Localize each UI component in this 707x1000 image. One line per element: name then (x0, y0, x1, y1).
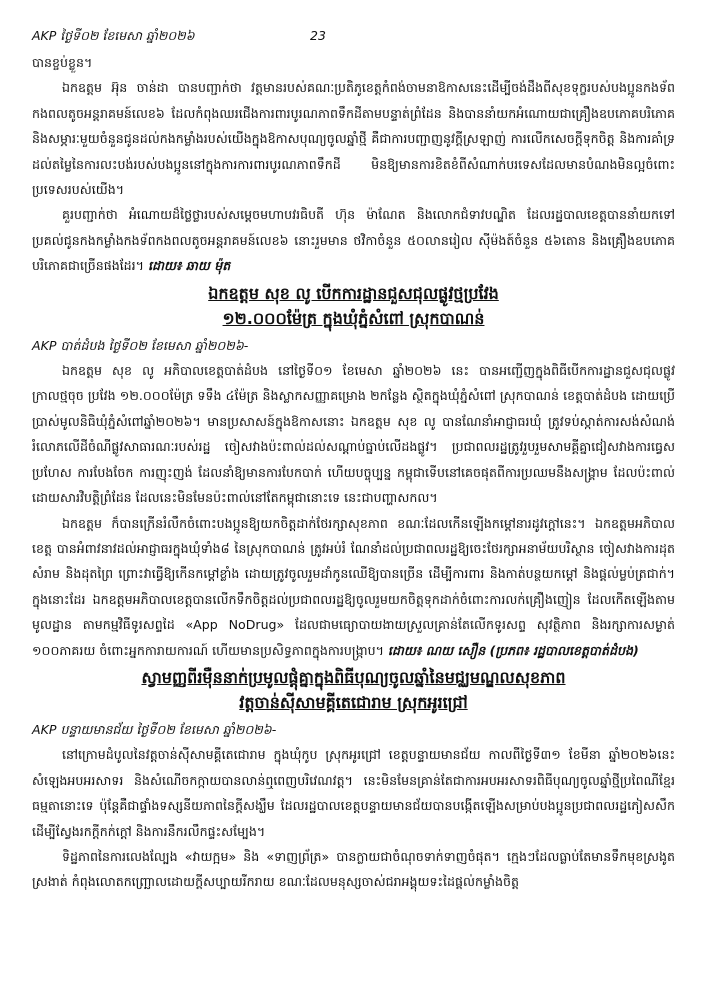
continuation-text: បានខ្ចប់ខ្លួន។ (32, 55, 93, 70)
article2-byline: ដោយ៖ ណយ សឿន (ប្រភព៖ រដ្ឋបាលខេត្តបាត់ដំបង) (387, 642, 639, 658)
article3-title-line1: ស្វាមញ្ញពីរម៉ឺននាក់ប្រមូលផ្តុំគ្នាក្នុងពិធីបុណ្យចូលឆ្នាំនៃមជ្ឈមណ្ឌលសុខភាព (141, 667, 566, 687)
article2-paragraph-1: ឯកឧត្តម សុខ លូ អភិបាលខេត្តបាត់ដំបង នៅថ្ងៃទី០១ ខែមេសា ឆ្នាំ២០២៦ នេះ បានអញ្ជើញក្នុងពិធីបើកការដ្ឋានជួសជុលផ្លូវក្រាលថ្មចុច ប្រវែង ១២.០០០ម៉ែត្រ ទទឹង ៤ម៉ែត្រ និងស្លាកសញ្ញាគម្រោង ២កន្លែង ស្ថិតក្នុងឃុំភ្នំសំពៅ ស្រុកបាណន់ ខេត្តបាត់ដំបង ដោយប្រើប្រាស់មូលនិធិឃុំភ្នំសំពៅឆ្នាំ២០២៦។ មានប្រសាសន៍ក្នុងឱកាសនោះ ឯកឧត្តម សុខ លូ បានណែនាំអាជ្ញាធរឃុំ ត្រូវទប់ស្កាត់ការសង់សំណង់រំលោភលើដីចំណីផ្លូវសាធារណៈរបស់រដ្ឋ ចៀសវាងប៉ះពាល់ដល់សណ្តាប់ធ្នាប់លើដងផ្លូវ។ ប្រជាពលរដ្ឋត្រូវរួបរួមសាមគ្គីគ្នាជៀសវាងការធ្វេសប្រហែស ការបែងចែក ការញុះញង់ ដែលនាំឱ្យមានការបែកបាក់ ហើយបច្ចុប្បន្ន កម្ពុជាទើបនៅគេចផុតពីការប្រឈមនឹងសង្គ្រាម ដែលប៉ះពាល់ដោយសារវិបត្តិព្រំដែន ដែលនេះមិនមែនប៉ះពាល់នៅតែកម្ពុជានោះទេ នេះជាបញ្ហាសកល។ (32, 363, 675, 506)
page-header (32, 28, 675, 50)
header-publication-date: AKP ថ្ងៃទី០២ ខែមេសា ឆ្នាំ២០២៦ (32, 28, 195, 43)
article2-title (32, 281, 675, 331)
article3-paragraph-1: នៅក្រោមដំបូលនៃវត្តចាន់ស៊ីសាមគ្គីតេជោរាម ក្នុងឃុំកូប ស្រុកអូរជ្រៅ ខេត្តបន្ទាយមានជ័យ កាលពីថ្ងៃទី៣១ ខែមីនា ឆ្នាំ២០២៦នេះ សំឡេងអបអរសាទរ និងសំណើចកក្កាយបានលាន់ឮពេញបរិវេណវត្ត។ នេះមិនមែនគ្រាន់តែជាការអបអរសាទរពិធីបុណ្យចូលឆ្នាំថ្មីប្រពៃណីខ្មែរធម្មតានោះទេ ប៉ុន្តែគឺជាផ្ទាំងទស្សនីយភាពនៃក្តីសង្ឃឹម ដែលរដ្ឋបាលខេត្តបន្ទាយមានជ័យបានបង្កើតឡើងសម្រាប់បងប្អូនប្រជាពលរដ្ឋភៀសសឹក ដើម្បីស្វែងរកក្តីកក់ក្តៅ និងការនឹករលឹកផ្ទះសម្បែង។ (32, 747, 675, 839)
article2-title-line2: ១២.០០០ម៉ែត្រ ក្នុងឃុំភ្នំសំពៅ ស្រុកបាណន់ (222, 308, 485, 328)
article2-paragraph-2 (32, 511, 675, 663)
article2-dateline: AKP បាត់ដំបង ថ្ងៃទី០២ ខែមេសា ឆ្នាំ២០២៦- (32, 337, 249, 353)
article1-byline: ដោយ៖ ឆាយ ម៉ុត (148, 258, 231, 274)
article2-title-line1: ឯកឧត្តម សុខ លូ បើកការដ្ឋានជួសជុលផ្លូវថ្មប្រវែង (208, 283, 499, 303)
article2-paragraph-2-text: ឯកឧត្តម ក៏បានក្រើនរំលឹកចំពោះបងប្អូនឱ្យយកចិត្តដាក់ថែរក្សាសុខភាព ខណៈដែលកើនឡើងកម្តៅនារដូវក្តៅនេះ។ ឯកឧត្តមអភិបាលខេត្ត បានអំពាវនាវដល់អាជ្ញាធរក្នុងឃុំទាំង៨ នៃស្រុកបាណន់ ត្រូវអប់រំ ណែនាំដល់ប្រជាពលរដ្ឋឱ្យចេះថែរក្សាអនាម័យបរិស្ថាន ចៀសវាងការដុតសំរាម និងដុតព្រៃ ព្រោះវាធ្វើឱ្យកើនកម្តៅខ្លាំង ដោយត្រូវចូលរួមដាំកូនឈើឱ្យបានច្រើន ដើម្បីការពារ និងកាត់បន្ថយកម្តៅ និងផ្តល់ម្លប់ត្រជាក់។ ក្នុងនោះដែរ ឯកឧត្តមអភិបាលខេត្តបានលើកទឹកចិត្តដល់ប្រជាពលរដ្ឋឱ្យចូលរួមយកចិត្តទុកដាក់ចំពោះការលក់គ្រឿងញៀន ដែលកើតឡើងតាមមូលដ្ឋាន តាមកម្មវិធីទូរសព្ទដៃ «App NoDrug» ដែលជាមធ្យោបាយងាយស្រួលគ្រាន់តែលើកទូរសព្ទ សុវត្ថិភាព និងរក្សាការសម្ងាត់ ១០០ភាគរយ ចំពោះអ្នកការាយការណ៍ ហើយមានប្រសិទ្ធភាពក្នុងការបង្ក្រាប។ (32, 515, 675, 658)
article3-title (32, 665, 675, 715)
article1-paragraph-2-text: គួរបញ្ជាក់ថា អំណោយដ៏ថ្លៃថ្លារបស់សម្តេចមហាបវរធិបតី ហ៊ុន ម៉ាណែត និងលោកជំទាវបណ្ឌិត ដែលរដ្ឋបាលខេត្តបាននាំយកទៅប្រគល់ជូនកងកម្លាំងកងទ័ពកងពលតូចអន្តរាគមន៍លេខ៦ នោះរួមមាន ថវិកាចំនួន ៥០លានរៀល ស៊ីម៉ងត៍ចំនួន ៥៦តោន និងគ្រឿងឧបភោគបរិភោគជាច្រើនផងដែរ។ (32, 207, 675, 274)
article1-paragraph-2 (32, 202, 675, 278)
article3-dateline: AKP បន្ទាយមានជ័យ ថ្ងៃទី០២ ខែមេសា ឆ្នាំ២០២៦- (32, 721, 277, 737)
page-number: 23 (310, 28, 326, 43)
article3-paragraph-2: ទិដ្ឋភាពនៃការលេងល្បែង «វាយក្អម» និង «ទាញព្រ័ត្រ» បានក្លាយជាចំណុចទាក់ទាញចំផុត។ ក្មេងៗដែលធ្លាប់តែមានទឹកមុខស្រងូតស្រងាត់ កំពុងលោតកញ្ឆ្រោលដោយក្តីសប្បាយរីករាយ ខណៈដែលមនុស្សចាស់ជរាអង្គុយទះដៃផ្តល់កម្លាំងចិត្ត (32, 848, 675, 890)
article3-title-line2: វត្តចាន់ស៊ីសាមគ្គីតេជោរាម ស្រុកអូរជ្រៅ (239, 692, 468, 712)
article1-paragraph-1: ឯកឧត្តម អ៊ុន ចាន់ដា បានបញ្ជាក់ថា វត្តមានរបស់គណៈប្រតិភូខេត្តកំពង់ចាមនាឱកាសនេះដើម្បីចង់ដឹងពីសុខទុក្ខរបស់បងប្អូនកងទ័ពកងពលតូចអន្តរាគមន៍លេខ៦ ដែលកំពុងឈរជើងការពារបូរណភាពទឹកដីតាមបន្ទាត់ព្រំដែន និងបាននាំយកអំណោយជាគ្រឿងឧបភោគបរិភោគ និងសម្ភារៈមួយចំនួនជូនដល់កងកម្លាំងរបស់យើងក្នុងឱកាសបុណ្យចូលឆ្នាំថ្មី គឺជាការបញ្ជាញនូវក្តីស្រឡាញ់ ការលើកសេចក្តីទុកចិត្ត និងការគាំទ្រដល់តម្លៃនៃការលះបង់របស់បងប្អូននៅក្នុងការការពារបូរណភាពទឹកដី មិនឱ្យមានការខិតខំពីសំណាក់បរទេសដែលមានបំណងមិនល្អចំពោះប្រទេសរបស់យើង។ (32, 80, 675, 198)
